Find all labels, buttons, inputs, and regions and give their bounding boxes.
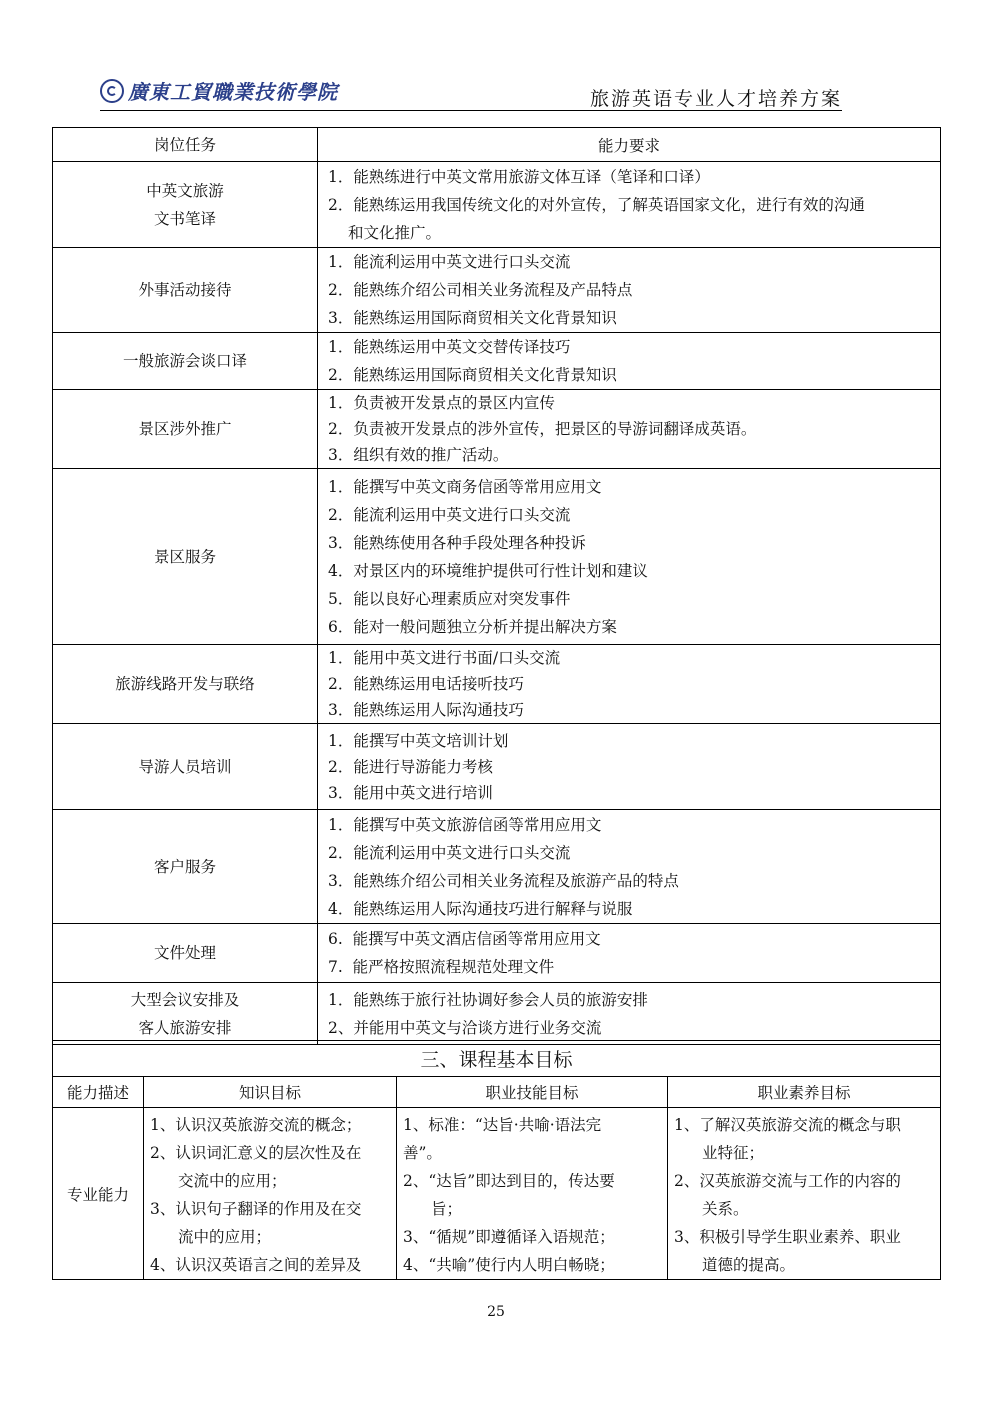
- item-text: 能以良好心理素质应对突发事件: [353, 589, 571, 608]
- table-row: [53, 248, 941, 333]
- ability-cell: [318, 924, 941, 983]
- table-row: [53, 724, 941, 810]
- college-name: 廣東工貿職業技術學院: [128, 80, 338, 104]
- item-number: 2、: [674, 1172, 700, 1190]
- column-header-task: 岗位任务: [53, 128, 318, 162]
- item-text-continued: 业特征；: [702, 1144, 765, 1162]
- item-number: 1．: [328, 649, 354, 667]
- ability-item: [328, 780, 936, 806]
- item-text: 能熟练运用国际商贸相关文化背景知识: [353, 309, 617, 327]
- item-number: 3．: [328, 783, 354, 802]
- skill-objectives: [397, 1108, 668, 1280]
- task-label: 大型会议安排及: [130, 990, 240, 1009]
- page-header: [100, 74, 842, 111]
- task-cell: [53, 724, 318, 810]
- item-text: 能熟练运用国际商贸相关文化背景知识: [353, 366, 617, 384]
- item-number: 2．: [328, 675, 354, 693]
- item-number: 1、: [674, 1116, 700, 1134]
- skill-item: [403, 1251, 663, 1279]
- item-text: “达旨”即达到目的，传达要: [428, 1172, 615, 1190]
- section-title: 三、课程基本目标: [53, 1041, 941, 1077]
- college-logo: [100, 76, 338, 105]
- item-text: 能熟练运用人际沟通技巧: [353, 701, 524, 719]
- item-number: 2．: [328, 420, 354, 438]
- item-text: 认识词汇意义的层次性及在: [175, 1144, 362, 1162]
- literacy-item: [674, 1167, 936, 1195]
- knowledge-item: [150, 1195, 392, 1223]
- item-number: 4、: [403, 1256, 429, 1274]
- item-number: 6．: [328, 617, 354, 636]
- item-number: 2、: [328, 1018, 354, 1037]
- item-text: 负责被开发景点的涉外宣传，把景区的导游词翻译成英语。: [353, 420, 757, 438]
- item-text: 标准：“达旨·共喻·语法完: [428, 1116, 602, 1134]
- item-text: 能用中英文进行书面/口头交流: [353, 649, 561, 667]
- item-text: 对景区内的环境维护提供可行性计划和建议: [353, 561, 648, 580]
- task-cell: [53, 983, 318, 1045]
- item-text: 能撰写中英文商务信函等常用应用文: [353, 477, 602, 496]
- table-row: [53, 162, 941, 248]
- literacy-item: [674, 1111, 936, 1139]
- knowledge-item: [150, 1111, 392, 1139]
- task-label: 导游人员培训: [138, 757, 232, 776]
- ability-item: [328, 163, 936, 191]
- ability-item: [328, 361, 936, 389]
- table-row: [53, 645, 941, 724]
- column-header-knowledge: 知识目标: [144, 1077, 397, 1108]
- page-number: 25: [487, 1304, 505, 1320]
- ability-item: [328, 390, 936, 416]
- table-row: [53, 390, 941, 469]
- item-text: 认识汉英旅游交流的概念；: [175, 1116, 362, 1134]
- ability-item: [328, 248, 936, 276]
- table-header-row: [53, 128, 941, 162]
- ability-item: [328, 671, 936, 697]
- ability-cell: [318, 469, 941, 645]
- item-text: “循规”即遵循译入语规范；: [428, 1228, 615, 1246]
- item-number: 3、: [150, 1200, 176, 1218]
- ability-cell: [318, 162, 941, 248]
- task-label: 景区涉外推广: [138, 420, 232, 438]
- ability-item: [328, 442, 936, 468]
- item-text: 能熟练介绍公司相关业务流程及旅游产品的特点: [353, 871, 679, 890]
- ability-item: [328, 557, 936, 585]
- task-cell: [53, 333, 318, 390]
- ability-cell: [318, 810, 941, 924]
- column-header-skills: 职业技能目标: [397, 1077, 668, 1108]
- item-text-continued: 道德的提高。: [702, 1256, 796, 1274]
- ability-item: [328, 529, 936, 557]
- item-text-continued: 关系。: [702, 1200, 749, 1218]
- item-number: 1、: [403, 1116, 429, 1134]
- item-number: 2．: [328, 757, 354, 776]
- knowledge-objectives: [144, 1108, 397, 1280]
- item-number: 2．: [328, 195, 354, 214]
- item-number: 4．: [328, 561, 354, 580]
- item-text: 负责被开发景点的景区内宣传: [353, 394, 555, 412]
- item-number: 7.: [328, 958, 353, 976]
- item-text: 能对一般问题独立分析并提出解决方案: [353, 617, 617, 636]
- item-number: 4．: [328, 899, 354, 918]
- item-number: 1．: [328, 815, 354, 834]
- ability-item: [328, 276, 936, 304]
- item-text-continued: 交流中的应用；: [178, 1172, 287, 1190]
- document-title: 旅游英语专业人才培养方案: [589, 88, 842, 110]
- task-cell: [53, 162, 318, 248]
- item-number: 3、: [674, 1228, 700, 1246]
- task-cell: [53, 390, 318, 469]
- item-text: 能熟练进行中英文常用旅游文体互译（笔译和口译）: [353, 167, 710, 186]
- item-number: 2．: [328, 843, 354, 862]
- ability-item: [328, 613, 936, 641]
- item-text: 能撰写中英文培训计划: [353, 731, 509, 750]
- table-row: [53, 983, 941, 1045]
- item-number: 3．: [328, 309, 354, 327]
- ability-item: [328, 925, 936, 953]
- item-text-continued: 旨；: [431, 1200, 463, 1218]
- ability-item: [328, 1014, 936, 1042]
- item-text-continued: 流中的应用；: [178, 1228, 272, 1246]
- skill-item: [403, 1111, 663, 1139]
- ability-item: [328, 754, 936, 780]
- ability-cell: [318, 645, 941, 724]
- row-label: 专业能力: [53, 1108, 144, 1280]
- ability-item: [328, 811, 936, 839]
- literacy-item: [674, 1223, 936, 1251]
- ability-cell: [318, 333, 941, 390]
- item-number: 4、: [150, 1256, 176, 1274]
- item-text: 能熟练使用各种手段处理各种投诉: [353, 533, 586, 552]
- ability-item: [328, 304, 936, 332]
- objectives-header-row: [53, 1077, 941, 1108]
- item-text: 能熟练运用我国传统文化的对外宣传，了解英语国家文化，进行有效的沟通: [353, 195, 865, 214]
- knowledge-item: [150, 1139, 392, 1167]
- item-text-continued: 善”。: [403, 1144, 442, 1162]
- item-number: 1．: [328, 990, 354, 1009]
- ability-cell: [318, 248, 941, 333]
- item-number: 6.: [328, 930, 353, 948]
- item-text: 能撰写中英文酒店信函等常用应用文: [352, 930, 601, 948]
- task-cell: [53, 810, 318, 924]
- ability-item: [328, 645, 936, 671]
- item-number: 3、: [403, 1228, 429, 1246]
- task-label: 一般旅游会谈口译: [122, 352, 247, 370]
- item-text: 能熟练运用电话接听技巧: [353, 675, 524, 693]
- ability-item: [328, 473, 936, 501]
- ability-item: [328, 953, 936, 981]
- ability-cell: [318, 390, 941, 469]
- literacy-objectives: [668, 1108, 941, 1280]
- table-row: [53, 333, 941, 390]
- item-number: 1．: [328, 477, 354, 496]
- item-text: 认识汉英语言之间的差异及: [175, 1256, 362, 1274]
- item-text: 能熟练介绍公司相关业务流程及产品特点: [353, 281, 633, 299]
- item-number: 2．: [328, 366, 354, 384]
- ability-cell: [318, 983, 941, 1045]
- table-row: [53, 469, 941, 645]
- item-number: 1、: [150, 1116, 176, 1134]
- item-number: 1．: [328, 253, 354, 271]
- ability-item: [328, 585, 936, 613]
- item-text: 能进行导游能力考核: [353, 757, 493, 776]
- ability-cell: [318, 724, 941, 810]
- item-text: 能流利运用中英文进行口头交流: [353, 843, 571, 862]
- item-text: 积极引导学生职业素养、职业: [699, 1228, 901, 1246]
- column-header-literacy: 职业素养目标: [668, 1077, 941, 1108]
- item-text: 了解汉英旅游交流的概念与职: [699, 1116, 901, 1134]
- task-cell: [53, 248, 318, 333]
- item-number: 2、: [403, 1172, 429, 1190]
- task-label: 文件处理: [153, 944, 216, 962]
- item-text: 能流利运用中英文进行口头交流: [353, 505, 571, 524]
- item-number: 3．: [328, 701, 354, 719]
- table-row: [53, 924, 941, 983]
- item-text: 并能用中英文与洽谈方进行业务交流: [353, 1018, 602, 1037]
- item-number: 1．: [328, 167, 354, 186]
- item-number: 1．: [328, 731, 354, 750]
- item-number: 3．: [328, 533, 354, 552]
- item-text: “共喻”使行内人明白畅晓；: [428, 1256, 615, 1274]
- column-header-ability-desc: 能力描述: [53, 1077, 144, 1108]
- ability-item: [328, 867, 936, 895]
- item-number: 2．: [328, 505, 354, 524]
- ability-item: [328, 416, 936, 442]
- ability-item: [328, 697, 936, 723]
- task-cell: [53, 924, 318, 983]
- item-text-continued: 和文化推广。: [348, 223, 442, 242]
- ability-item: [328, 501, 936, 529]
- item-text: 能用中英文进行培训: [353, 783, 493, 802]
- task-label: 旅游线路开发与联络: [115, 675, 255, 693]
- item-text: 汉英旅游交流与工作的内容的: [699, 1172, 901, 1190]
- ability-item: [328, 986, 936, 1014]
- task-cell: [53, 469, 318, 645]
- task-label: 中英文旅游: [146, 181, 224, 200]
- skill-item: [403, 1167, 663, 1195]
- ability-item: [328, 728, 936, 754]
- task-cell: [53, 645, 318, 724]
- table-row: [53, 810, 941, 924]
- item-number: 2．: [328, 281, 354, 299]
- item-text: 认识句子翻译的作用及在交: [175, 1200, 362, 1218]
- item-text: 能撰写中英文旅游信函等常用应用文: [353, 815, 602, 834]
- item-text: 能流利运用中英文进行口头交流: [353, 253, 571, 271]
- knowledge-item: [150, 1251, 392, 1279]
- task-label: 客人旅游安排: [138, 1018, 232, 1037]
- item-number: 1．: [328, 394, 354, 412]
- task-label: 外事活动接待: [138, 281, 232, 299]
- job-ability-table: [52, 127, 941, 1045]
- item-number: 1．: [328, 338, 354, 356]
- ability-item: [328, 895, 936, 923]
- course-objectives-table: [52, 1040, 941, 1280]
- task-label: 景区服务: [153, 547, 216, 566]
- item-number: 3．: [328, 871, 354, 890]
- college-emblem-icon: [100, 79, 124, 103]
- objectives-row: [53, 1108, 941, 1280]
- ability-item: [328, 839, 936, 867]
- item-text: 能熟练于旅行社协调好参会人员的旅游安排: [353, 990, 648, 1009]
- item-number: 2、: [150, 1144, 176, 1162]
- ability-item: [328, 191, 936, 219]
- item-text: 能熟练运用中英文交替传译技巧: [353, 338, 571, 356]
- item-number: 3．: [328, 446, 354, 464]
- ability-item: [328, 333, 936, 361]
- item-text: 能熟练运用人际沟通技巧进行解释与说服: [353, 899, 633, 918]
- task-label: 文书笔译: [153, 209, 216, 228]
- skill-item: [403, 1223, 663, 1251]
- column-header-ability: 能力要求: [318, 128, 941, 162]
- item-text: 能严格按照流程规范处理文件: [352, 958, 555, 976]
- item-text: 组织有效的推广活动。: [353, 446, 509, 464]
- task-label: 客户服务: [153, 857, 216, 876]
- item-number: 5．: [328, 589, 354, 608]
